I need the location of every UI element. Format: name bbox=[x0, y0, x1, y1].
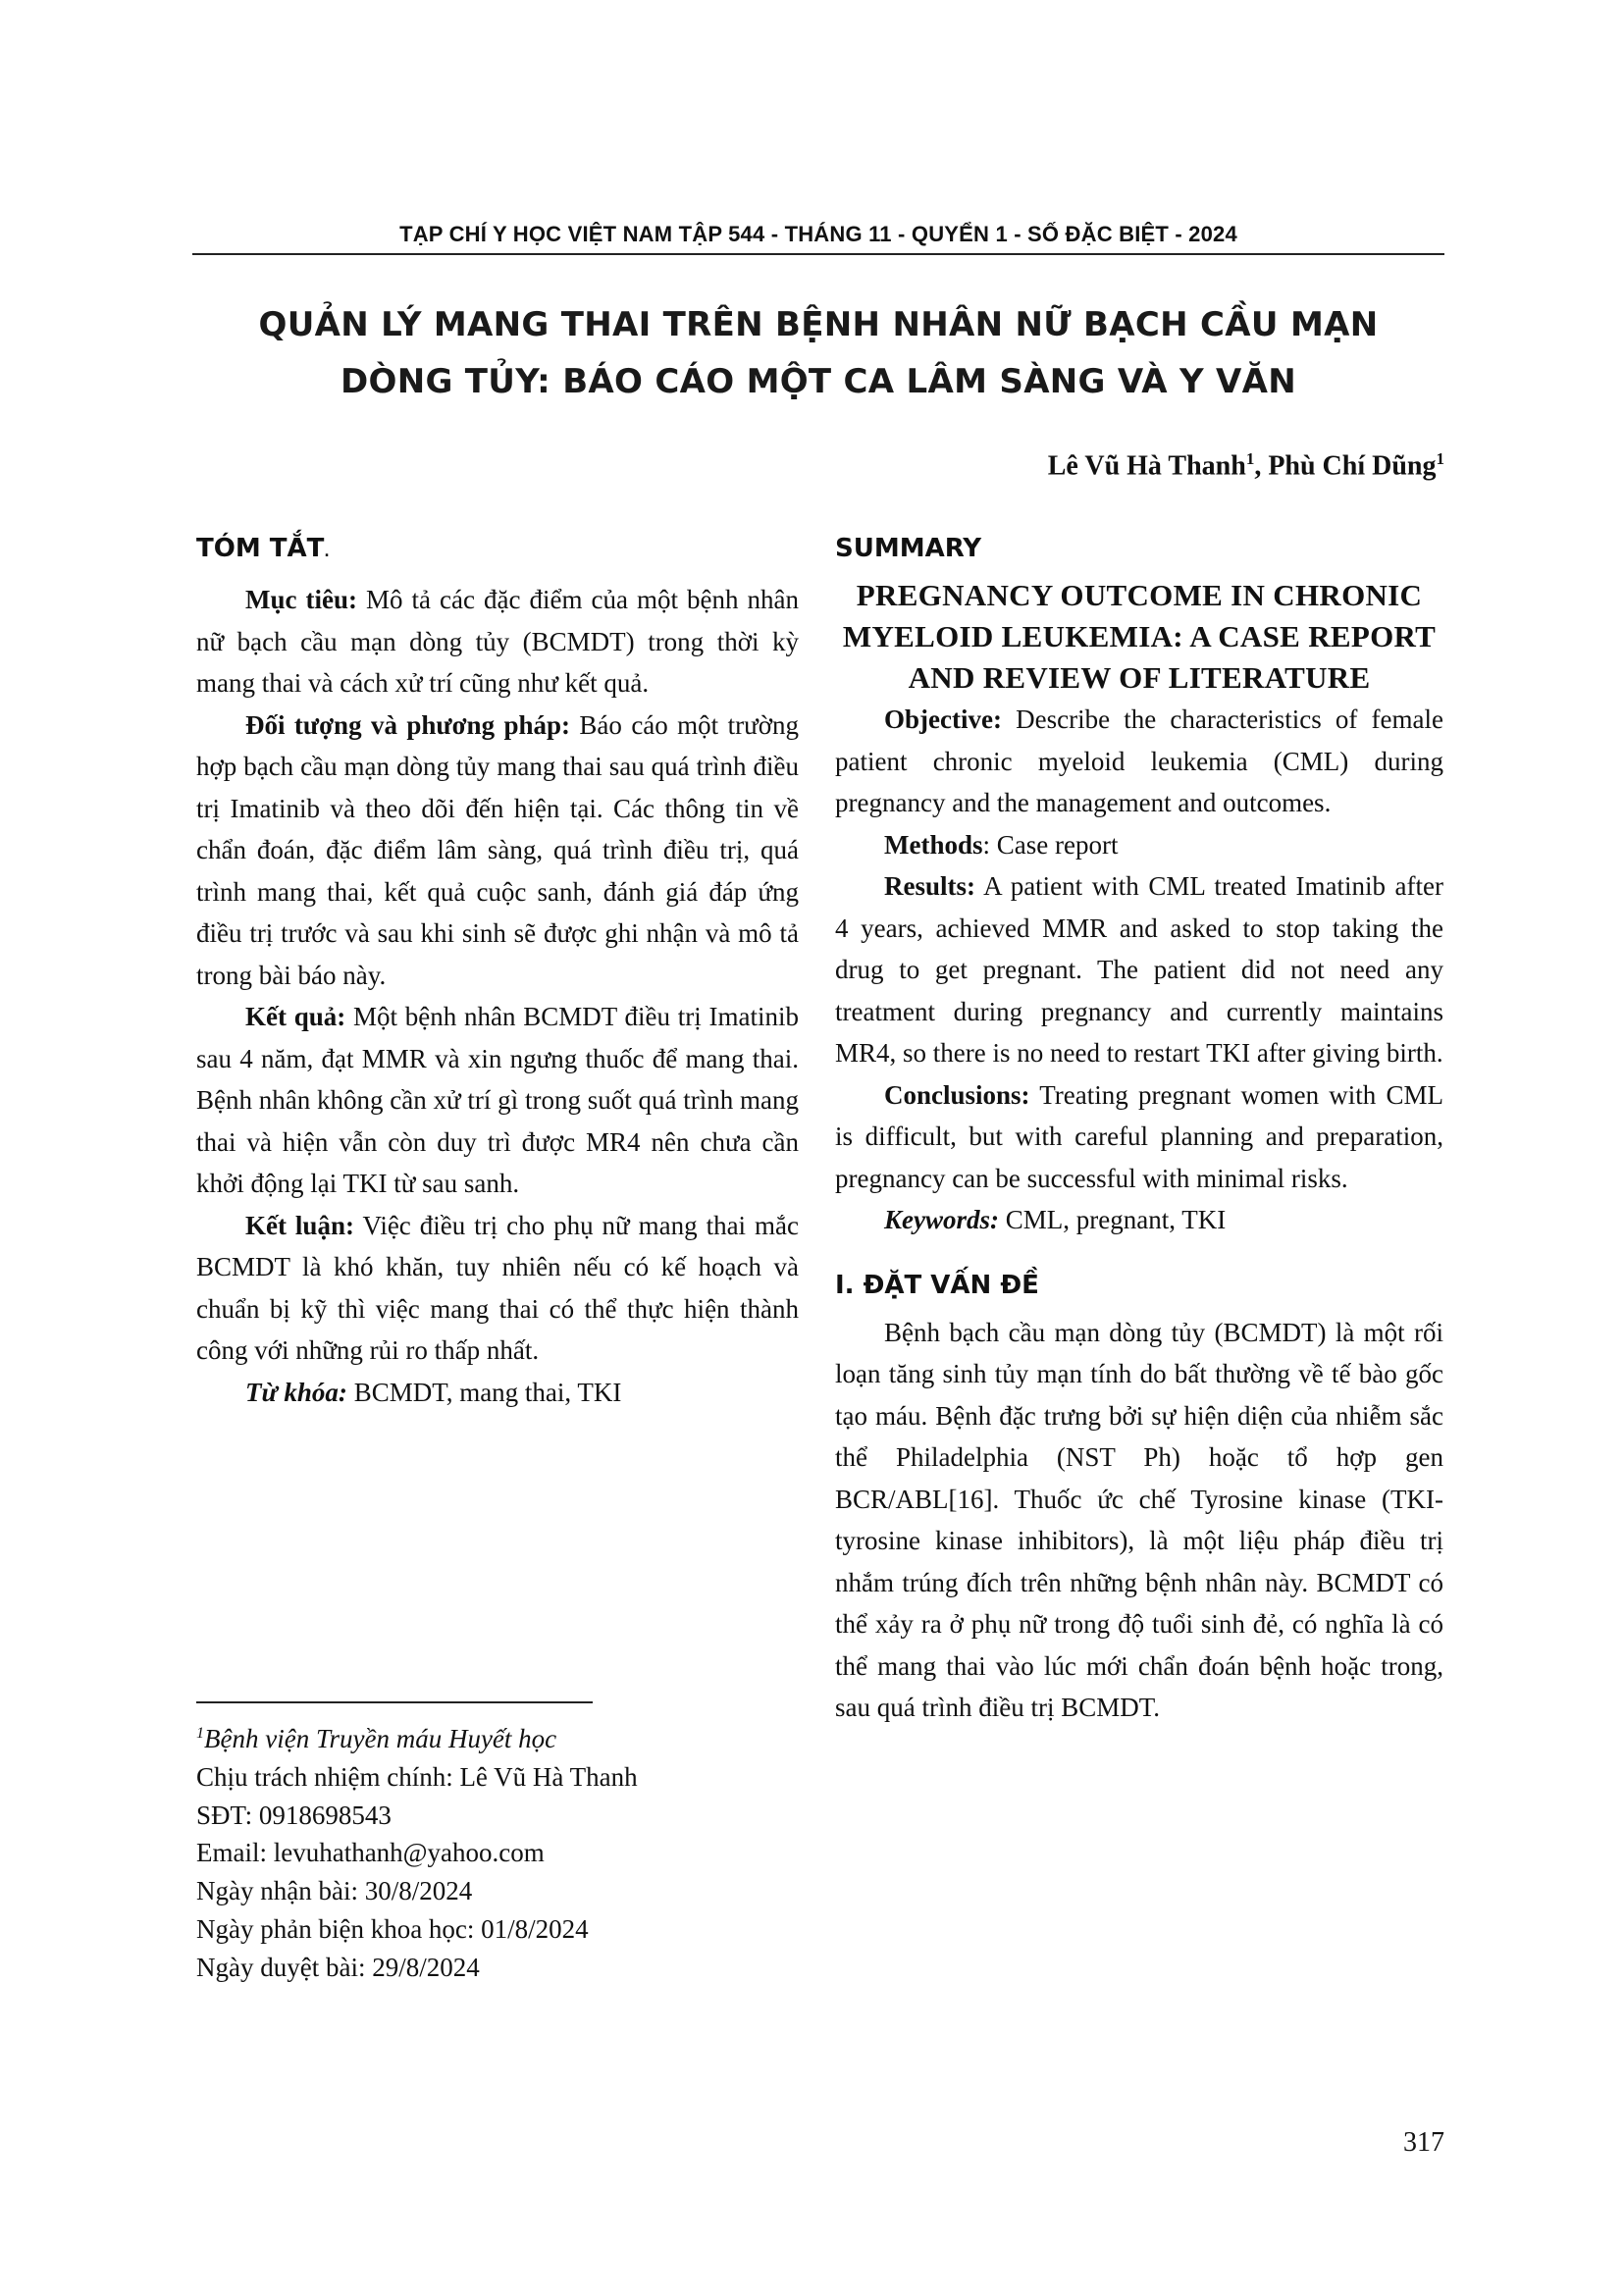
results-text: Một bệnh nhân BCMDT điều trị Imatinib sau 4 năm, đạt MMR và xin ngưng thuốc để mang thai. Bệnh nhân không cần xử trí gì trong suốt quá trình mang thai và hiện vẫn còn duy trì được MR4 nên chưa cần khởi động lại TKI từ sau sanh. bbox=[196, 1002, 800, 1198]
footnote-affiliation-mark: 1 bbox=[196, 1725, 204, 1742]
section-1-heading: I. ĐẶT VẤN ĐỀ bbox=[835, 1270, 1039, 1300]
author-affiliation-mark: 1 bbox=[1436, 449, 1444, 468]
left-column bbox=[196, 528, 799, 1413]
article-title bbox=[192, 296, 1444, 410]
keywords-label: Từ khóa: bbox=[245, 1377, 347, 1407]
footnote-received: Ngày nhận bài: 30/8/2024 bbox=[196, 1876, 473, 1906]
title-line-2: DÒNG TỦY: BÁO CÁO MỘT CA LÂM SÀNG VÀ Y VĂN bbox=[340, 362, 1296, 401]
running-header: TẠP CHÍ Y HỌC VIỆT NAM TẬP 544 - THÁNG 11 - QUYỂN 1 - SỐ ĐẶC BIỆT - 2024 bbox=[399, 222, 1237, 246]
author-separator: , bbox=[1254, 450, 1269, 482]
en-conclusions-text: Treating pregnant women with CML is difficult, but with careful planning and preparation, pregnancy can be successful with minimal risks. bbox=[835, 1079, 1443, 1193]
author-name: Phù Chí Dũng bbox=[1268, 450, 1437, 482]
abstract-vi-objective bbox=[196, 579, 799, 704]
methods-text: Báo cáo một trường hợp bạch cầu mạn dòng tủy mang thai sau quá trình điều trị Imatinib và theo dõi đến hiện tại. Các thông tin về chẩn đoán, đặc điểm lâm sàng, quá trình điều trị, quá trình mang thai, kết quả cuộc sanh, đánh giá đáp ứng điều trị trước và sau khi sinh sẽ được ghi nhận và mô tả trong bài báo này. bbox=[196, 709, 799, 990]
conclusion-text: Việc điều trị cho phụ nữ mang thai mắc BCMDT là khó khăn, tuy nhiên nếu có kế hoạch và chuẩn bị kỹ thì việc mang thai có thể thực hiện thành công với những rủi ro thấp nhất. bbox=[196, 1210, 799, 1365]
abstract-vi-heading-dot: . bbox=[324, 545, 330, 560]
footnote-rule bbox=[196, 1701, 593, 1703]
objective-text: Mô tả các đặc điểm của một bệnh nhân nữ bạch cầu mạn dòng tủy (BCMDT) trong thời kỳ mang thai và cách xử trí cũng như kết quả. bbox=[196, 585, 800, 698]
author-affiliation-mark: 1 bbox=[1245, 449, 1255, 468]
en-results-label: Results: bbox=[884, 871, 975, 901]
abstract-en-keywords bbox=[835, 1199, 1443, 1241]
en-objective-label: Objective: bbox=[884, 704, 1002, 734]
en-methods-text: : Case report bbox=[982, 829, 1119, 860]
footnote-responsible: Chịu trách nhiệm chính: Lê Vũ Hà Thanh bbox=[196, 1761, 638, 1792]
footnote-email: Email: levuhathanh@yahoo.com bbox=[196, 1838, 545, 1868]
page-number: 317 bbox=[1403, 2127, 1444, 2158]
author-list bbox=[1048, 449, 1444, 482]
en-methods-label: Methods bbox=[884, 829, 983, 860]
en-results-text: A patient with CML treated Imatinib after 4 years, achieved MMR and asked to stop taking the drug to get pregnant. The patient did not need any treatment during pregnancy and currently maintains MR4, so there is no need to restart TKI after giving birth. bbox=[835, 871, 1443, 1068]
en-keywords-text: CML, pregnant, TKI bbox=[999, 1205, 1227, 1234]
abstract-en-results bbox=[835, 865, 1443, 1074]
keywords-text: BCMDT, mang thai, TKI bbox=[346, 1377, 622, 1407]
abstract-vi-conclusion bbox=[196, 1205, 799, 1372]
en-objective-text: Describe the characteristics of female patient chronic myeloid leukemia (CML) during pregnancy and the management and outcomes. bbox=[835, 704, 1443, 817]
abstract-vi-keywords bbox=[196, 1372, 799, 1414]
title-line-1: QUẢN LÝ MANG THAI TRÊN BỆNH NHÂN NỮ BẠCH CẦU MẠN bbox=[258, 305, 1379, 344]
right-column bbox=[835, 528, 1443, 1729]
en-conclusions-label: Conclusions: bbox=[884, 1079, 1030, 1110]
section-1-paragraph: Bệnh bạch cầu mạn dòng tủy (BCMDT) là một rối loạn tăng sinh tủy mạn tính do bất thường về tế bào gốc tạo máu. Bệnh đặc trưng bởi sự hiện diện của nhiễm sắc thể Philadelphia (NST Ph) hoặc tổ hợp gen BCR/ABL[16]. Thuốc ức chế Tyrosine kinase (TKI- tyrosine kinase inhibitors), là một liệu pháp điều trị nhắm trúng đích trên những bệnh nhân này. BCMDT có thể xảy ra ở phụ nữ trong độ tuổi sinh đẻ, có nghĩa là có thể mang thai vào lúc mới chẩn đoán bệnh hoặc trong, sau quá trình điều trị BCMDT. bbox=[835, 1317, 1443, 1722]
footnote-affiliation bbox=[196, 1715, 824, 1758]
conclusion-label: Kết luận: bbox=[245, 1210, 354, 1240]
author-name: Lê Vũ Hà Thanh bbox=[1047, 450, 1246, 482]
en-keywords-label: Keywords: bbox=[884, 1205, 999, 1234]
abstract-en-objective bbox=[835, 699, 1443, 824]
footnote-reviewed: Ngày phản biện khoa học: 01/8/2024 bbox=[196, 1913, 589, 1944]
abstract-en-conclusions bbox=[835, 1074, 1443, 1200]
footnote-phone: SĐT: 0918698543 bbox=[196, 1800, 392, 1830]
abstract-en-heading: SUMMARY bbox=[835, 534, 982, 563]
header-rule bbox=[192, 253, 1444, 255]
abstract-en-methods bbox=[835, 824, 1443, 866]
abstract-vi-heading bbox=[196, 528, 799, 573]
footnote-accepted: Ngày duyệt bài: 29/8/2024 bbox=[196, 1952, 480, 1982]
objective-label: Mục tiêu: bbox=[245, 585, 357, 614]
abstract-en-title: PREGNANCY OUTCOME IN CHRONIC MYELOID LEUKEMIA: A CASE REPORT AND REVIEW OF LITERATURE bbox=[842, 578, 1437, 695]
abstract-vi-methods bbox=[196, 704, 799, 997]
abstract-vi-results bbox=[196, 996, 799, 1205]
results-label: Kết quả: bbox=[245, 1002, 346, 1031]
methods-label: Đối tượng và phương pháp: bbox=[245, 709, 571, 740]
abstract-vi-heading-text: TÓM TẮT bbox=[196, 534, 325, 563]
footnotes bbox=[196, 1715, 824, 1987]
footnote-affiliation-text: Bệnh viện Truyền máu Huyết học bbox=[204, 1724, 557, 1753]
